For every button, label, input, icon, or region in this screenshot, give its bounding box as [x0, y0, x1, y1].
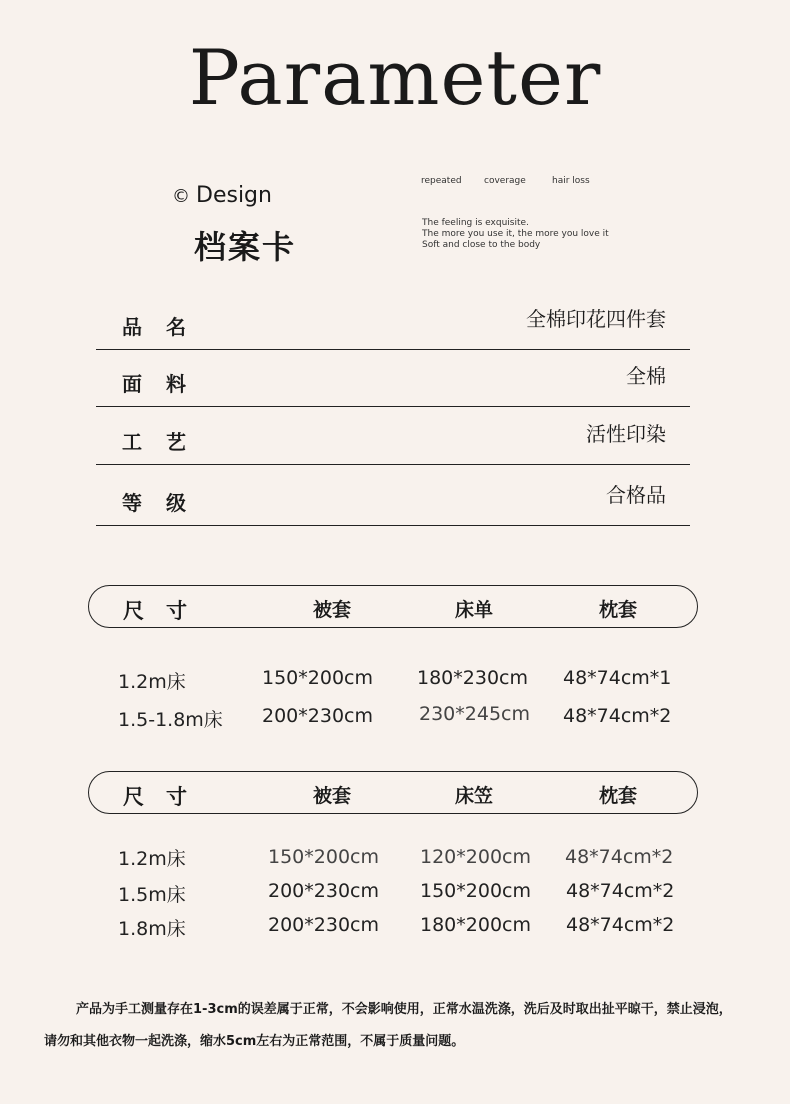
param-value: 全棉印花四件套	[526, 307, 666, 331]
table-cell: 180*200cm	[420, 914, 531, 936]
table2-header	[88, 771, 698, 814]
table-cell: 48*74cm*2	[563, 705, 672, 727]
table-cell: 1.2m床	[118, 671, 186, 693]
header-sheet: 床单	[455, 599, 494, 621]
param-row-grade	[96, 469, 690, 526]
param-label: 等级	[122, 491, 210, 515]
param-label: 面料	[122, 372, 210, 396]
tag-coverage: coverage	[484, 176, 526, 186]
tagline-line: The more you use it, the more you love it	[422, 229, 609, 239]
param-row-craft	[96, 408, 690, 465]
tag-repeated: repeated	[421, 176, 462, 186]
header-duvet: 被套	[313, 599, 352, 621]
tagline-line: Soft and close to the body	[422, 240, 541, 250]
header-pillowcase: 枕套	[599, 785, 638, 807]
header-fitted-sheet: 床笠	[455, 785, 494, 807]
table-cell: 180*230cm	[417, 667, 528, 689]
design-text: Design	[196, 183, 272, 208]
care-note: 产品为手工测量存在1-3cm的误差属于正常，不会影响使用，正常水温洗涤，洗后及时取出扯平晾干，禁止浸泡，请勿和其他衣物一起洗涤，缩水5cm左右为正常范围，不属于质量问题。	[44, 1002, 732, 1049]
table-cell: 1.8m床	[118, 918, 186, 940]
table-cell: 48*74cm*1	[563, 667, 672, 689]
table-cell: 150*200cm	[420, 880, 531, 902]
param-value: 全棉	[626, 364, 666, 388]
header-duvet: 被套	[313, 785, 352, 807]
header-pillowcase: 枕套	[599, 599, 638, 621]
design-label	[172, 183, 272, 208]
archive-card-label: 档案卡	[194, 228, 297, 266]
tagline-line: The feeling is exquisite.	[422, 218, 529, 228]
param-row-product-name	[96, 293, 690, 350]
table-cell: 230*245cm	[419, 703, 530, 725]
table-cell: 1.2m床	[118, 848, 186, 870]
header-size: 尺寸	[123, 785, 209, 809]
table-cell: 1.5-1.8m床	[118, 709, 223, 731]
table1-header	[88, 585, 698, 628]
header-size: 尺寸	[123, 599, 209, 623]
table-cell: 150*200cm	[268, 846, 379, 868]
table-cell: 48*74cm*2	[565, 846, 674, 868]
param-row-fabric	[96, 350, 690, 407]
param-value: 活性印染	[586, 422, 666, 446]
table-cell: 48*74cm*2	[566, 880, 675, 902]
copyright-icon: ©	[172, 186, 190, 207]
tag-hair-loss: hair loss	[552, 176, 590, 186]
table-cell: 150*200cm	[262, 667, 373, 689]
table-cell: 48*74cm*2	[566, 914, 675, 936]
table-cell: 120*200cm	[420, 846, 531, 868]
param-label: 品名	[122, 315, 210, 339]
table-cell: 1.5m床	[118, 884, 186, 906]
table-cell: 200*230cm	[262, 705, 373, 727]
table-cell: 200*230cm	[268, 914, 379, 936]
tagline	[422, 218, 609, 251]
page-title: Parameter	[188, 33, 602, 122]
param-label: 工艺	[122, 430, 210, 454]
table-cell: 200*230cm	[268, 880, 379, 902]
param-value: 合格品	[606, 483, 666, 507]
